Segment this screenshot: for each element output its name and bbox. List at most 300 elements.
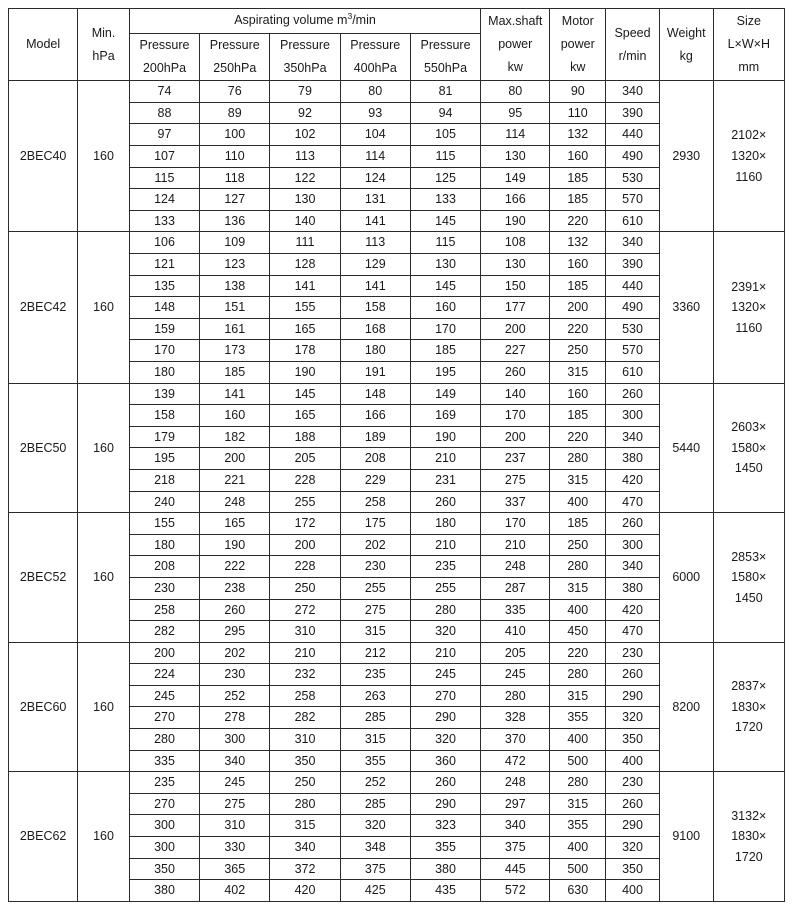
cell-motor: 400 [550,729,606,751]
size-line: 1160 [735,320,763,335]
cell-p550: 245 [410,664,480,686]
model-value: 2BEC60 [19,699,67,714]
cell-p400: 93 [340,102,410,124]
cell-shaft: 149 [481,167,550,189]
cell-speed: 610 [606,210,660,232]
cell-p250: 141 [200,383,270,405]
cell-speed: 390 [606,254,660,276]
cell-p350: 350 [270,750,340,772]
cell-p200: 280 [129,729,199,751]
cell-speed: 320 [606,707,660,729]
cell-p550: 185 [410,340,480,362]
header-size-line3: mm [738,60,760,75]
cell-motor: 315 [550,685,606,707]
cell-p200: 74 [129,81,199,103]
cell-p200: 258 [129,599,199,621]
cell-p200: 200 [129,642,199,664]
cell-weight [659,383,713,513]
cell-motor: 90 [550,81,606,103]
header-pressure-value: 350hPa [283,61,327,76]
cell-p200: 139 [129,383,199,405]
cell-p250: 200 [200,448,270,470]
cell-speed: 420 [606,469,660,491]
cell-p350: 310 [270,621,340,643]
cell-p350: 272 [270,599,340,621]
cell-speed: 260 [606,383,660,405]
cell-p350: 190 [270,361,340,383]
size-line: 1450 [734,461,763,476]
min-hpa-value: 160 [93,570,114,585]
cell-p200: 300 [129,815,199,837]
cell-model [9,232,78,383]
cell-shaft: 210 [481,534,550,556]
cell-p400: 425 [340,880,410,902]
cell-p350: 172 [270,513,340,535]
cell-speed: 570 [606,189,660,211]
cell-p200: 335 [129,750,199,772]
cell-min-hpa [78,232,130,383]
cell-shaft: 370 [481,729,550,751]
size-line: 2102× [731,128,767,143]
cell-shaft: 275 [481,469,550,491]
cell-p550: 115 [410,146,480,168]
cell-p550: 170 [410,318,480,340]
cell-p250: 340 [200,750,270,772]
cell-p250: 402 [200,880,270,902]
cell-p400: 124 [340,167,410,189]
cell-p200: 155 [129,513,199,535]
cell-p200: 88 [129,102,199,124]
cell-motor: 500 [550,750,606,772]
cell-motor: 315 [550,793,606,815]
cell-p350: 145 [270,383,340,405]
cell-p350: 280 [270,793,340,815]
cell-p250: 118 [200,167,270,189]
cell-shaft: 260 [481,361,550,383]
cell-p200: 270 [129,707,199,729]
cell-p200: 180 [129,361,199,383]
cell-p400: 285 [340,707,410,729]
cell-p250: 109 [200,232,270,254]
cell-p250: 295 [200,621,270,643]
cell-shaft: 114 [481,124,550,146]
header-min-hpa [78,9,130,81]
cell-p400: 252 [340,772,410,794]
cell-p350: 205 [270,448,340,470]
weight-value: 2930 [672,149,701,164]
cell-shaft: 335 [481,599,550,621]
cell-shaft: 140 [481,383,550,405]
cell-p250: 160 [200,405,270,427]
cell-p550: 133 [410,189,480,211]
cell-p400: 158 [340,297,410,319]
cell-p400: 355 [340,750,410,772]
cell-p550: 105 [410,124,480,146]
cell-min-hpa [78,513,130,643]
cell-speed: 300 [606,534,660,556]
cell-p200: 380 [129,880,199,902]
cell-motor: 400 [550,837,606,859]
cell-p550: 81 [410,81,480,103]
cell-p350: 111 [270,232,340,254]
cell-p350: 310 [270,729,340,751]
cell-p550: 290 [410,707,480,729]
cell-motor: 355 [550,815,606,837]
cell-p350: 188 [270,426,340,448]
cell-shaft: 95 [481,102,550,124]
header-pressure-value: 550hPa [423,61,468,76]
cell-speed: 440 [606,124,660,146]
cell-p400: 258 [340,491,410,513]
cell-speed: 340 [606,426,660,448]
cell-p250: 136 [200,210,270,232]
cell-p200: 124 [129,189,199,211]
cell-p350: 178 [270,340,340,362]
cell-motor: 160 [550,254,606,276]
table-row [9,232,785,254]
cell-p350: 165 [270,405,340,427]
cell-p250: 123 [200,254,270,276]
cell-p550: 320 [410,729,480,751]
cell-min-hpa [78,383,130,513]
cell-p350: 140 [270,210,340,232]
min-hpa-value: 160 [93,300,114,315]
cell-shaft: 130 [481,146,550,168]
header-min-hpa-line2: hPa [92,48,115,63]
cell-p550: 169 [410,405,480,427]
cell-motor: 185 [550,167,606,189]
min-hpa-value: 160 [93,829,114,844]
cell-speed: 570 [606,340,660,362]
cell-speed: 300 [606,405,660,427]
cell-speed: 400 [606,750,660,772]
cell-speed: 340 [606,556,660,578]
size-line: 1830× [731,829,767,844]
cell-p350: 102 [270,124,340,146]
cell-p250: 275 [200,793,270,815]
header-max-shaft-line2: power [498,37,533,52]
cell-p350: 232 [270,664,340,686]
cell-p250: 245 [200,772,270,794]
cell-p550: 260 [410,772,480,794]
cell-p350: 79 [270,81,340,103]
cell-motor: 315 [550,577,606,599]
cell-p200: 158 [129,405,199,427]
weight-value: 6000 [672,570,701,585]
cell-p200: 107 [129,146,199,168]
table-row [9,383,785,405]
header-aspirating-volume-group [129,9,480,34]
cell-p550: 115 [410,232,480,254]
cell-motor: 110 [550,102,606,124]
size-line: 1450 [734,590,763,605]
cell-p200: 97 [129,124,199,146]
cell-p400: 275 [340,599,410,621]
size-line: 2853× [731,549,767,564]
cell-p250: 260 [200,599,270,621]
header-motor-line1: Motor [561,13,594,28]
cell-p400: 375 [340,858,410,880]
cell-shaft: 340 [481,815,550,837]
cell-shaft: 287 [481,577,550,599]
cell-speed: 320 [606,837,660,859]
header-pressure-value: 400hPa [353,61,397,76]
cell-shaft: 297 [481,793,550,815]
header-pressure-550hPa [410,34,480,81]
cell-p550: 160 [410,297,480,319]
cell-shaft: 245 [481,664,550,686]
cell-speed: 260 [606,513,660,535]
cell-model [9,513,78,643]
cell-weight [659,232,713,383]
cell-p200: 230 [129,577,199,599]
cell-p400: 212 [340,642,410,664]
cell-motor: 630 [550,880,606,902]
cell-p400: 208 [340,448,410,470]
cell-speed: 490 [606,297,660,319]
cell-p250: 165 [200,513,270,535]
cell-p550: 231 [410,469,480,491]
cell-motor: 200 [550,297,606,319]
cell-p400: 141 [340,275,410,297]
cell-weight [659,642,713,772]
cell-p400: 180 [340,340,410,362]
cell-p250: 300 [200,729,270,751]
cell-size [713,383,784,513]
cell-p350: 372 [270,858,340,880]
cell-p250: 365 [200,858,270,880]
cell-shaft: 80 [481,81,550,103]
cell-p350: 210 [270,642,340,664]
cell-p350: 250 [270,772,340,794]
cell-shaft: 200 [481,318,550,340]
cell-motor: 250 [550,340,606,362]
cell-size [713,81,784,232]
cell-speed: 290 [606,815,660,837]
cell-p250: 238 [200,577,270,599]
header-aspirating-tail: /min [352,13,376,28]
cell-p550: 210 [410,448,480,470]
cell-shaft: 150 [481,275,550,297]
cell-shaft: 166 [481,189,550,211]
header-pressure-200hPa [129,34,199,81]
cell-p550: 290 [410,793,480,815]
cell-p250: 89 [200,102,270,124]
cell-speed: 260 [606,664,660,686]
cell-speed: 350 [606,729,660,751]
cell-shaft: 410 [481,621,550,643]
cell-p400: 235 [340,664,410,686]
cell-p250: 222 [200,556,270,578]
cell-motor: 315 [550,361,606,383]
weight-value: 3360 [672,300,701,315]
cell-speed: 470 [606,491,660,513]
table-row [9,642,785,664]
cell-shaft: 572 [481,880,550,902]
cell-speed: 390 [606,102,660,124]
header-weight [659,9,713,81]
header-pressure-250hPa [200,34,270,81]
cell-p400: 189 [340,426,410,448]
cell-p550: 145 [410,210,480,232]
cell-p250: 221 [200,469,270,491]
header-pressure-label: Pressure [420,38,471,52]
cell-p200: 208 [129,556,199,578]
weight-value: 8200 [672,699,701,714]
min-hpa-value: 160 [93,149,114,164]
cell-p550: 435 [410,880,480,902]
cell-p200: 133 [129,210,199,232]
cell-p250: 310 [200,815,270,837]
cell-p200: 245 [129,685,199,707]
cell-p200: 235 [129,772,199,794]
cell-p250: 138 [200,275,270,297]
cell-motor: 220 [550,210,606,232]
cell-p200: 179 [129,426,199,448]
size-line: 2837× [731,679,767,694]
cell-min-hpa [78,81,130,232]
cell-shaft: 328 [481,707,550,729]
cell-speed: 400 [606,880,660,902]
cell-p400: 255 [340,577,410,599]
cell-p350: 420 [270,880,340,902]
cell-shaft: 248 [481,556,550,578]
cell-shaft: 130 [481,254,550,276]
cell-p250: 252 [200,685,270,707]
cell-speed: 530 [606,167,660,189]
header-pressure-label: Pressure [139,38,190,52]
header-pressure-value: 250hPa [213,61,257,76]
cell-shaft: 177 [481,297,550,319]
cell-motor: 450 [550,621,606,643]
cell-p200: 218 [129,469,199,491]
cell-p250: 161 [200,318,270,340]
cell-p550: 210 [410,534,480,556]
cell-p400: 104 [340,124,410,146]
cell-p350: 250 [270,577,340,599]
cell-p550: 280 [410,599,480,621]
cell-p250: 278 [200,707,270,729]
cell-p400: 315 [340,621,410,643]
header-pressure-350hPa [270,34,340,81]
cell-shaft: 472 [481,750,550,772]
cell-shaft: 375 [481,837,550,859]
cell-p350: 122 [270,167,340,189]
header-size-line1: Size [736,13,761,28]
cell-motor: 132 [550,124,606,146]
cell-motor: 400 [550,491,606,513]
cell-p550: 260 [410,491,480,513]
cell-p250: 182 [200,426,270,448]
cell-p400: 148 [340,383,410,405]
size-line: 1720 [734,720,763,735]
cell-motor: 160 [550,383,606,405]
cell-p200: 115 [129,167,199,189]
cell-shaft: 237 [481,448,550,470]
cell-motor: 185 [550,513,606,535]
cell-p200: 135 [129,275,199,297]
header-pressure-400hPa [340,34,410,81]
model-value: 2BEC50 [19,440,67,455]
cell-motor: 355 [550,707,606,729]
cell-motor: 250 [550,534,606,556]
cell-p350: 200 [270,534,340,556]
cell-p400: 191 [340,361,410,383]
cell-speed: 470 [606,621,660,643]
header-max-shaft-line3: kw [507,60,523,75]
cell-p350: 315 [270,815,340,837]
cell-speed: 490 [606,146,660,168]
cell-motor: 280 [550,448,606,470]
cell-p400: 348 [340,837,410,859]
cell-speed: 230 [606,772,660,794]
cell-motor: 220 [550,642,606,664]
header-weight-line1: Weight [666,25,706,40]
cell-speed: 530 [606,318,660,340]
cell-p250: 248 [200,491,270,513]
model-value: 2BEC62 [19,829,67,844]
cell-shaft: 200 [481,426,550,448]
cell-p550: 320 [410,621,480,643]
header-size-line2: L×W×H [727,37,770,52]
table-row [9,772,785,794]
cell-p250: 110 [200,146,270,168]
size-line: 1580× [731,570,767,585]
cell-p200: 159 [129,318,199,340]
cell-p250: 76 [200,81,270,103]
size-line: 1830× [731,699,767,714]
size-line: 1320× [731,149,767,164]
cell-shaft: 280 [481,685,550,707]
cell-p400: 113 [340,232,410,254]
cell-p350: 282 [270,707,340,729]
cell-p250: 185 [200,361,270,383]
cell-p350: 155 [270,297,340,319]
cell-size [713,642,784,772]
header-size [713,9,784,81]
cell-p550: 125 [410,167,480,189]
cell-p550: 190 [410,426,480,448]
cell-p400: 166 [340,405,410,427]
cell-p350: 128 [270,254,340,276]
cell-p550: 255 [410,577,480,599]
cell-p350: 340 [270,837,340,859]
cell-shaft: 190 [481,210,550,232]
cell-speed: 340 [606,81,660,103]
size-line: 2603× [731,419,767,434]
cell-p200: 148 [129,297,199,319]
cell-motor: 280 [550,772,606,794]
header-speed-line2: r/min [618,48,647,63]
cell-speed: 440 [606,275,660,297]
cell-p200: 180 [129,534,199,556]
header-max-shaft-line1: Max.shaft [488,13,543,28]
cell-p400: 80 [340,81,410,103]
header-aspirating-superscript: 3 [347,11,353,22]
weight-value: 5440 [672,440,701,455]
cell-motor: 500 [550,858,606,880]
cell-speed: 380 [606,577,660,599]
cell-shaft: 170 [481,513,550,535]
pump-specification-table [8,8,785,902]
cell-speed: 290 [606,685,660,707]
cell-motor: 185 [550,275,606,297]
cell-p550: 235 [410,556,480,578]
cell-p550: 270 [410,685,480,707]
cell-shaft: 445 [481,858,550,880]
cell-p550: 180 [410,513,480,535]
cell-speed: 380 [606,448,660,470]
